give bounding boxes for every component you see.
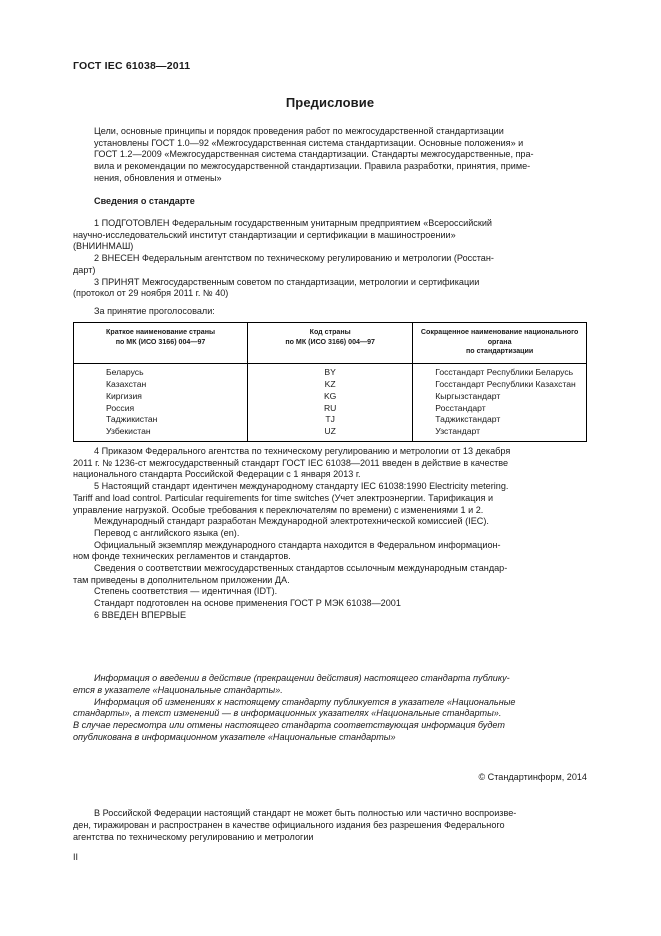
table-cell-countries bbox=[74, 363, 248, 441]
list-item: KG bbox=[323, 390, 337, 401]
list-item: RU bbox=[323, 402, 337, 413]
table-cell-organizations bbox=[413, 363, 587, 441]
list-item: Таджикстандарт bbox=[435, 414, 501, 425]
section-heading: Сведения о стандарте bbox=[94, 196, 195, 206]
table-body bbox=[74, 363, 587, 441]
italic-notice-block bbox=[73, 673, 587, 744]
intro-line-3: ГОСТ 1.2—2009 «Межгосударственная система стандартизации. Стандарты межгосударственные, пра- bbox=[94, 149, 534, 160]
note-international-standard: Международный стандарт разработан Международной электротехнической комиссией (IEC). bbox=[94, 516, 489, 527]
italic-notice-1-line-2: ется в указателе «Национальные стандарты». bbox=[73, 684, 283, 695]
list-item: UZ bbox=[324, 426, 336, 437]
reproduction-line-2: ден, тиражирован и распространен в качестве официального издания без разрешения Федерального bbox=[73, 819, 505, 830]
list-item: Росстандарт bbox=[435, 402, 486, 413]
standard-info-items-continued bbox=[73, 446, 587, 622]
item-4-line-3: национального стандарта Российской Федерации с 1 января 2013 г. bbox=[73, 469, 361, 480]
note-official-copy bbox=[73, 540, 587, 563]
page-number: II bbox=[73, 852, 79, 862]
item-4-line-1: 4 Приказом Федерального агентства по техническому регулированию и метрологии от 13 декабря bbox=[94, 446, 511, 456]
table-header-code bbox=[248, 323, 413, 364]
note-conformity-info bbox=[73, 563, 587, 586]
list-item: Кыргызстандарт bbox=[435, 390, 501, 401]
item-3-line-2: (протокол от 29 ноября 2011 г. № 40) bbox=[73, 288, 229, 299]
table-header-country-line-2: по МК (ИСО 3166) 004—97 bbox=[115, 337, 206, 346]
italic-notice-2-line-4: опубликована в информационном указателе «Национальные стандарты» bbox=[73, 731, 396, 742]
note-conformity-line-1: Сведения о соответствии межгосударственных стандартов ссылочным международным стандар- bbox=[94, 563, 508, 574]
item-1-line-3: (ВНИИНМАШ) bbox=[73, 241, 134, 252]
list-item: Киргизия bbox=[106, 390, 142, 401]
table-head bbox=[74, 323, 587, 364]
item-3-line-1: 3 ПРИНЯТ Межгосударственным советом по стандартизации, метрологии и сертификации bbox=[94, 276, 480, 287]
item-2-line-1: 2 ВНЕСЕН Федеральным агентством по техническому регулированию и метрологии (Росстан- bbox=[94, 253, 494, 264]
country-list bbox=[74, 367, 247, 438]
copyright-line: © Стандартинформ, 2014 bbox=[478, 772, 587, 782]
intro-line-1: Цели, основные принципы и порядок проведения работ по межгосударственной стандартизации bbox=[94, 126, 504, 136]
intro-line-2: установлены ГОСТ 1.0—92 «Межгосударственная система стандартизации. Основные положения» и bbox=[94, 137, 524, 148]
table-row bbox=[74, 363, 587, 441]
standard-info-items bbox=[73, 218, 587, 318]
italic-notice-2-line-3: В случае пересмотра или отмены настоящего стандарта соответствующая информация будет bbox=[73, 720, 505, 731]
note-official-line-2: ном фонде технических регламентов и стандартов. bbox=[73, 551, 291, 562]
item-1 bbox=[73, 218, 587, 253]
italic-notice-1-line-1: Информация о введении в действие (прекращении действия) настоящего стандарта публику- bbox=[94, 673, 510, 683]
intro-line-4: вила и рекомендации по межгосударственной стандартизации. Правила разработки, принятия, приме- bbox=[94, 161, 531, 172]
table-header-row bbox=[74, 323, 587, 364]
note-basis: Стандарт подготовлен на основе применения ГОСТ Р МЭК 61038—2001 bbox=[94, 598, 401, 609]
vote-intro: За принятие проголосовали: bbox=[94, 305, 215, 316]
intro-paragraph-text bbox=[73, 126, 587, 185]
intro-line-5: нения, обновления и отмены» bbox=[94, 172, 222, 183]
item-5-line-3: управление нагрузкой. Особые требования к переключателям по времени) с изменениями 1 и 2. bbox=[73, 504, 484, 515]
code-list bbox=[248, 367, 412, 438]
item-2-line-2: дарт) bbox=[73, 264, 96, 275]
item-6: 6 ВВЕДЕН ВПЕРВЫЕ bbox=[94, 609, 187, 620]
note-degree-of-conformity: Степень соответствия — идентичная (IDT). bbox=[94, 586, 278, 597]
table-header-country-line-1: Краткое наименование страны bbox=[106, 328, 216, 336]
italic-notice-2-line-1: Информация об изменениях к настоящему стандарту публикуется в указателе «Национальные bbox=[94, 696, 516, 707]
note-official-line-1: Официальный экземпляр международного стандарта находится в Федеральном информацион- bbox=[94, 539, 501, 550]
table-header-code-line-2: по МК (ИСО 3166) 004—97 bbox=[285, 337, 375, 346]
list-item: Госстандарт Республики Казахстан bbox=[435, 378, 576, 389]
reproduction-notice bbox=[73, 808, 587, 843]
list-item: KZ bbox=[324, 378, 336, 389]
table-header-organization bbox=[413, 323, 587, 364]
list-item: BY bbox=[324, 366, 336, 377]
item-4 bbox=[73, 446, 587, 481]
running-head: ГОСТ IEC 61038—2011 bbox=[73, 60, 191, 72]
note-conformity-line-2: там приведены в дополнительном приложении ДА. bbox=[73, 574, 290, 585]
table-cell-codes bbox=[248, 363, 413, 441]
list-item: Россия bbox=[106, 402, 135, 413]
list-item: Беларусь bbox=[106, 366, 144, 377]
item-1-line-2: научно-исследовательский институт стандартизации и сертификации в машиностроении» bbox=[73, 229, 456, 240]
item-3 bbox=[73, 277, 587, 300]
reproduction-line-1: В Российской Федерации настоящий стандарт не может быть полностью или частично воспроизве- bbox=[94, 808, 517, 818]
item-4-line-2: 2011 г. № 1236-ст межгосударственный стандарт ГОСТ IEC 61038—2011 введен в действие в качестве bbox=[73, 457, 509, 468]
list-item: Узстандарт bbox=[435, 426, 481, 437]
reproduction-notice-text bbox=[73, 808, 587, 843]
italic-notice-1 bbox=[73, 673, 587, 697]
list-item: Госстандарт Республики Беларусь bbox=[435, 366, 574, 377]
item-5 bbox=[73, 481, 587, 516]
list-item: Казахстан bbox=[106, 378, 147, 389]
list-item: Таджикистан bbox=[106, 414, 158, 425]
item-5-line-1: 5 Настоящий стандарт идентичен международному стандарту IEC 61038:1990 Electricity metering. bbox=[94, 481, 509, 492]
note-translation: Перевод с английского языка (en). bbox=[94, 527, 240, 538]
table-header-organization-line-2: по стандартизации bbox=[466, 347, 534, 356]
list-item: TJ bbox=[325, 414, 335, 425]
reproduction-line-3: агентства по техническому регулированию и метрологии bbox=[73, 831, 314, 842]
voting-countries-table bbox=[73, 322, 587, 442]
table-header-country bbox=[74, 323, 248, 364]
intro-paragraph bbox=[73, 126, 587, 185]
table-header-code-line-1: Код страны bbox=[309, 328, 351, 336]
page-title: Предисловие bbox=[285, 95, 375, 110]
item-2 bbox=[73, 253, 587, 276]
item-1-line-1: 1 ПОДГОТОВЛЕН Федеральным государственным унитарным предприятием «Всероссийский bbox=[94, 218, 492, 228]
organization-list bbox=[413, 367, 586, 438]
italic-notice-2 bbox=[73, 697, 587, 744]
list-item: Узбекистан bbox=[106, 426, 151, 437]
section-heading-block bbox=[73, 196, 587, 208]
item-5-line-2: Tariff and load control. Particular requirements for time switches (Учет электроэнергии. Тарификация и bbox=[73, 492, 494, 503]
table-header-organization-line-1: Сокращенное наименование национального органа bbox=[420, 328, 579, 346]
italic-notice-2-line-2: стандарты», а текст изменений — в информационных указателях «Национальные стандарты». bbox=[73, 708, 502, 719]
